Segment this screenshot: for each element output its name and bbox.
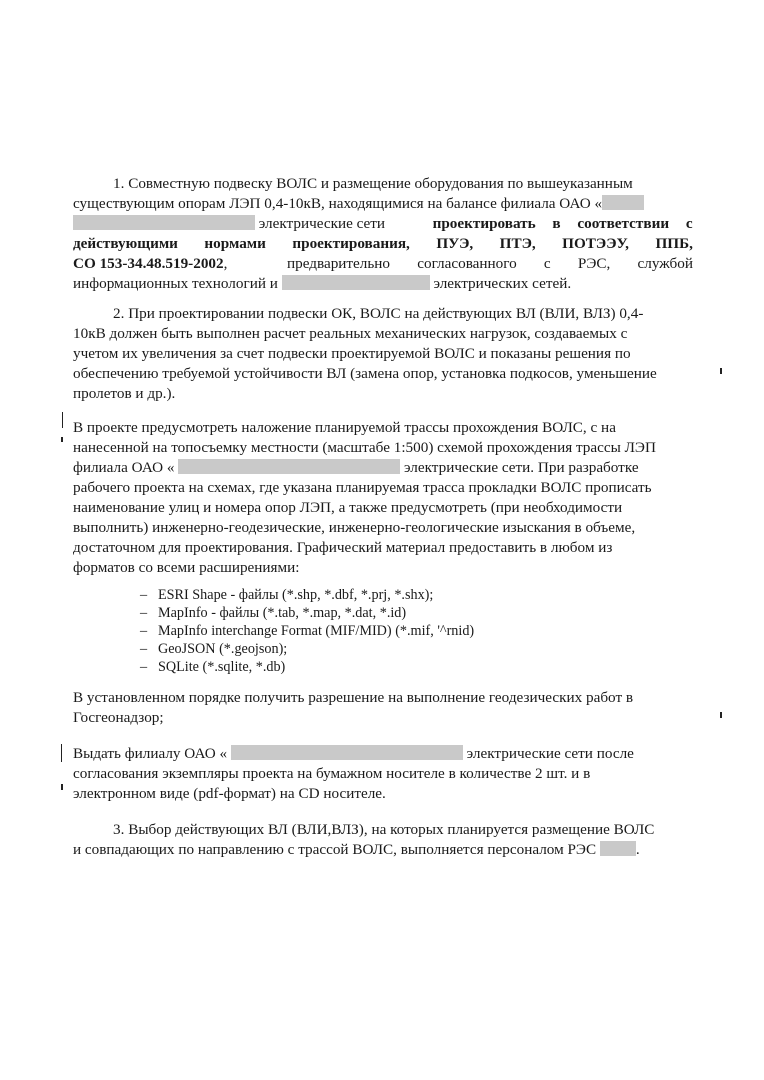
p3-line-4: рабочего проекта на схемах, где указана планируемая трасса прокладки ВОЛС прописать bbox=[73, 479, 652, 496]
p2-line-5: пролетов и др.). bbox=[73, 385, 176, 402]
p1-word: ППБ, bbox=[655, 235, 693, 252]
p5-line-1-text: Выдать филиалу ОАО « bbox=[73, 745, 228, 762]
list-item: SQLite (*.sqlite, *.db) bbox=[158, 659, 286, 675]
p1-word: ПУЭ, bbox=[436, 235, 474, 252]
p1-word: с bbox=[543, 255, 551, 272]
p3-line-2: нанесенной на топосъемку местности (масштабе 1:500) схемой прохождения трассы ЛЭП bbox=[73, 439, 656, 456]
p4-line-1: В установленном порядке получить разрешение на выполнение геодезических работ в bbox=[73, 689, 634, 706]
redaction-block bbox=[602, 195, 644, 210]
p5-line-1-tail: электрические сети после bbox=[466, 745, 634, 762]
p1-line-3-bold: проектировать в соответствии с bbox=[432, 215, 693, 232]
p1-line-5-rest bbox=[287, 254, 693, 274]
p1-line-2 bbox=[73, 194, 644, 214]
scan-mark bbox=[62, 412, 63, 428]
scan-mark bbox=[61, 744, 62, 762]
p1-line-3-text: электрические сети bbox=[258, 215, 386, 232]
p2-line-4: обеспечению требуемой устойчивости ВЛ (замена опор, установка подкосов, уменьшение bbox=[73, 365, 657, 382]
p4-line-2: Госгеонадзор; bbox=[73, 709, 164, 726]
scan-mark bbox=[720, 712, 722, 718]
p1-word: согласованного bbox=[417, 255, 517, 272]
p6-line-2-text: и совпадающих по направлению с трассой ВОЛС, выполняется персоналом РЭС bbox=[73, 841, 597, 858]
p3-line-8: форматов со всеми расширениями: bbox=[73, 559, 300, 576]
p5-line-3: электронном виде (pdf-формат) на CD носителе. bbox=[73, 785, 386, 802]
p1-word: нормами bbox=[204, 235, 266, 252]
p1-line-3 bbox=[73, 214, 693, 234]
scan-mark bbox=[61, 784, 63, 790]
p1-word: ПОТЭЭУ, bbox=[562, 235, 629, 252]
p6-line-2 bbox=[73, 840, 640, 860]
p2-line-1: 2. При проектировании подвески ОК, ВОЛС на действующих ВЛ (ВЛИ, ВЛЗ) 0,4- bbox=[113, 305, 644, 322]
list-bullet: – bbox=[140, 623, 148, 639]
p3-line-3 bbox=[73, 458, 639, 478]
redaction-block bbox=[282, 275, 430, 290]
p1-line-4 bbox=[73, 234, 693, 254]
list-bullet: – bbox=[140, 587, 148, 603]
scan-mark bbox=[61, 437, 63, 442]
p5-line-1 bbox=[73, 744, 634, 764]
p3-line-7: достаточном для проектирования. Графический материал предоставить в любом из bbox=[73, 539, 613, 556]
list-item: GeoJSON (*.geojson); bbox=[158, 641, 288, 657]
p1-line-6-text: информационных технологий и bbox=[73, 275, 278, 292]
list-item: ESRI Shape - файлы (*.shp, *.dbf, *.prj, *.shx); bbox=[158, 587, 434, 603]
p1-word: проектирования, bbox=[292, 235, 410, 252]
p3-line-6: выполнить) инженерно-геодезические, инженерно-геологические изыскания в объеме, bbox=[73, 519, 636, 536]
p3-line-3-text: филиала ОАО « bbox=[73, 459, 175, 476]
p2-line-2: 10кВ должен быть выполнен расчет реальных механических нагрузок, создаваемых с bbox=[73, 325, 628, 342]
redaction-block bbox=[600, 841, 636, 856]
p1-line-5: СО 153-34.48.519-2002, предварительно согласованного с РЭС, службой bbox=[73, 255, 693, 272]
list-item: MapInfo - файлы (*.tab, *.map, *.dat, *.id) bbox=[158, 605, 407, 621]
p3-line-3-tail: электрические сети. При разработке bbox=[404, 459, 639, 476]
list-bullet: – bbox=[140, 641, 148, 657]
p3-line-5: наименование улиц и номера опор ЛЭП, а также предусмотреть (при необходимости bbox=[73, 499, 623, 516]
p1-word: действующими bbox=[73, 235, 178, 252]
p1-standard-code: СО 153-34.48.519-2002 bbox=[73, 255, 224, 272]
p1-line-6-tail: электрических сетей. bbox=[433, 275, 572, 292]
scan-mark bbox=[720, 368, 722, 374]
p1-word: ПТЭ, bbox=[499, 235, 536, 252]
p6-line-1: 3. Выбор действующих ВЛ (ВЛИ,ВЛЗ), на которых планируется размещение ВОЛС bbox=[113, 821, 655, 838]
p1-line-2-text: существующим опорам ЛЭП 0,4-10кВ, находящимися на балансе филиала ОАО « bbox=[73, 195, 603, 212]
redaction-block bbox=[73, 215, 255, 230]
p1-line-6 bbox=[73, 274, 571, 294]
p3-line-1: В проекте предусмотреть наложение планируемой трассы прохождения ВОЛС, с на bbox=[73, 419, 616, 436]
p1-word: предварительно bbox=[287, 255, 391, 272]
p6-line-2-end: . bbox=[635, 841, 640, 858]
p1-line-1: 1. Совместную подвеску ВОЛС и размещение оборудования по вышеуказанным bbox=[113, 175, 633, 192]
p5-line-2: согласования экземпляры проекта на бумажном носителе в количестве 2 шт. и в bbox=[73, 765, 591, 782]
redaction-block bbox=[178, 459, 400, 474]
list-bullet: – bbox=[140, 605, 148, 621]
redaction-block bbox=[231, 745, 463, 760]
p1-word: службой bbox=[637, 255, 693, 272]
p1-word: РЭС, bbox=[577, 255, 611, 272]
list-item: MapInfo interchange Format (MIF/MID) (*.mif, '^rnid) bbox=[158, 623, 475, 639]
p2-line-3: учетом их увеличения за счет подвески проектируемой ВОЛС и показаны решения по bbox=[73, 345, 631, 362]
list-bullet: – bbox=[140, 659, 148, 675]
